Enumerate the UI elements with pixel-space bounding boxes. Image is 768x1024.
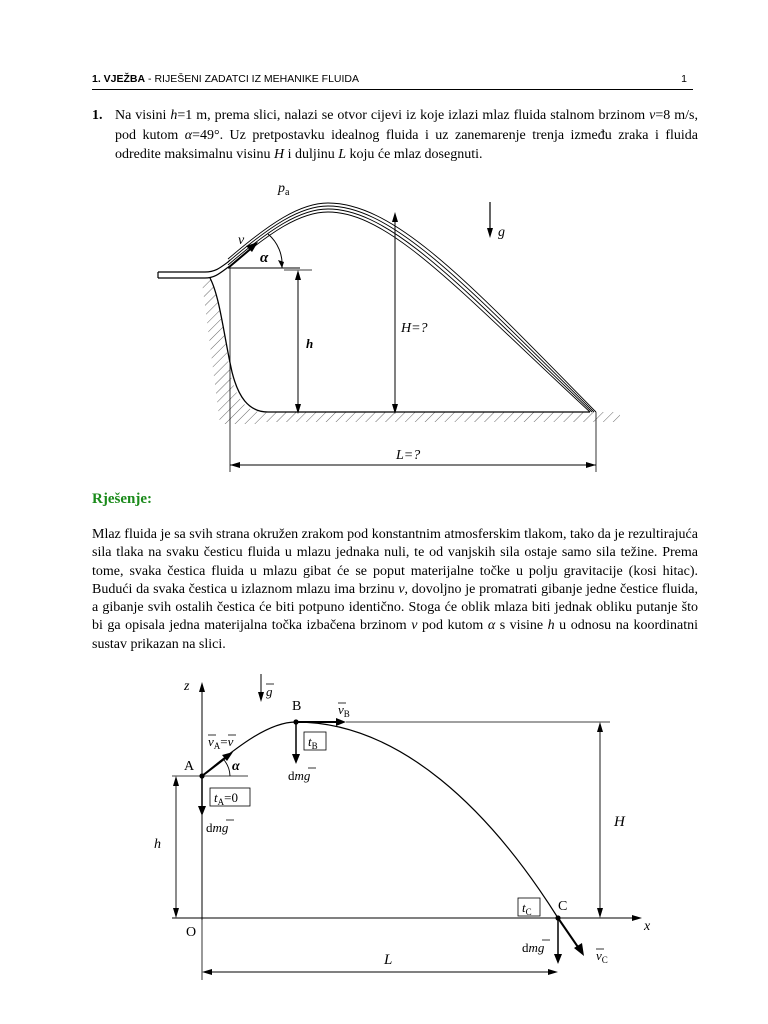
label-dmg-g: g (537, 940, 545, 955)
label-tA-t: t (214, 790, 218, 805)
label-alpha: α (232, 759, 240, 774)
label-A: A (184, 759, 195, 774)
label-tB-t: t (308, 734, 312, 749)
label-dmg-m: m (212, 820, 222, 835)
label-vA-v: v (208, 734, 214, 749)
solution-text-part: , dovoljno je promatrati gibanje jedne čestice fluida, a gibanje svih ostalih čestica će biti potpuno identično. Stoga će oblik mlaza biti jednak obliku putanje što bi ga opisala jedna materijalna točka izbačena brzinom (92, 581, 698, 634)
label-dmg-B (288, 768, 311, 783)
trajectory (202, 722, 558, 918)
problem-statement (92, 106, 698, 165)
label-B: B (292, 699, 302, 714)
var-L: L (338, 147, 347, 162)
var-v: v (411, 618, 418, 634)
header-subject: - RIJEŠENI ZADATCI IZ MEHANIKE FLUIDA (145, 73, 360, 85)
header-prefix: 1. VJEŽBA (92, 73, 146, 85)
label-vB-v: v (338, 702, 344, 717)
var-alpha: α (184, 127, 193, 143)
label-vA (208, 734, 234, 751)
label-alpha: α (260, 250, 269, 266)
problem-text-part: i duljinu (284, 147, 339, 162)
problem-number: 1. (92, 108, 103, 123)
jet (228, 212, 590, 412)
label-dmg-g: g (303, 768, 311, 783)
label-g: g (498, 225, 505, 240)
label-h: h (306, 336, 314, 351)
label-H: H=? (401, 321, 428, 336)
label-dmg-d: d (522, 940, 529, 955)
velocity-C-arrow (558, 918, 580, 950)
label-tA-sub: A (217, 797, 225, 807)
solution-text-part: Mlaz fluida je sa svih strana okružen zrakom pod konstantnim atmosferskim tlakom, tako da je rezultirajuća sila tlaka na svaku česticu fluida u mlazu jednaka nuli, te od vanjskih sila ostaje samo sila težine. Prema tome, svaka čestica fluida u mlazu gibat će se poput materijalne točke u polju gravitacije (kosi hitac). Budući da svaka čestica u izlaznom mlazu ima brzinu (92, 527, 698, 597)
label-pa (277, 181, 290, 198)
var-h: h (170, 108, 178, 123)
label-vB (338, 702, 350, 719)
label-pa-p: p (278, 181, 285, 196)
solution-text-part: pod kutom (417, 618, 488, 634)
figure-jet-trajectory (150, 172, 630, 472)
problem-text-part: =1 m, prema slici, nalazi se otvor cijevi iz koje izlazi mlaz fluida stalnom brzinom (177, 108, 650, 123)
label-z: z (184, 679, 190, 694)
label-tA-val: =0 (224, 790, 238, 805)
label-vA-sub: A (213, 741, 221, 751)
label-dmg-g: g (221, 820, 229, 835)
var-H: H (274, 147, 285, 162)
label-dmg-d: d (288, 768, 295, 783)
label-vA-rhs: v (227, 734, 234, 749)
label-vC (596, 948, 608, 965)
velocity-A-arrow (202, 756, 228, 776)
floor-hatching (262, 412, 620, 422)
label-x: x (644, 919, 651, 934)
label-tA (214, 790, 238, 807)
page-number: 1 (681, 73, 687, 85)
problem-text-part: koju će mlaz dosegnuti. (346, 147, 483, 162)
header-title (92, 73, 359, 85)
problem-text-part: =49°. Uz pretpostavku idealnog fluida i uz zanemarenje trenja između zraka i fluida odredite maksimalnu visinu (115, 127, 698, 162)
label-h: h (154, 837, 161, 852)
var-h: h (547, 618, 555, 634)
pipe (158, 260, 230, 272)
page-header (92, 72, 693, 88)
label-dmg-m: m (294, 768, 304, 783)
label-dmg-d: d (206, 820, 213, 835)
label-dmg-m: m (528, 940, 538, 955)
label-tC-t: t (522, 900, 526, 915)
label-dmg-A (206, 820, 229, 835)
label-O: O (186, 925, 197, 940)
ground-hatching (202, 278, 262, 424)
solution-title: Rješenje: (92, 491, 152, 507)
figure-coordinate-system (140, 670, 680, 990)
label-vA-eq: = (220, 734, 228, 749)
problem-text-part: Na visini (115, 108, 171, 123)
label-tC-sub: C (525, 907, 532, 917)
problem-text-part: =8 m/s, pod kutom (115, 108, 698, 143)
label-pa-sub: a (285, 187, 290, 198)
solution-text-part: s visine (495, 618, 548, 634)
label-g: g (266, 684, 273, 699)
solution-text (92, 526, 698, 654)
label-v: v (238, 233, 245, 248)
problem-text (115, 106, 698, 165)
label-vC-sub: C (601, 955, 608, 965)
var-alpha: α (487, 618, 496, 634)
label-L: L (384, 952, 393, 968)
solution-text-part: u odnosu na koordinatni sustav prikazan na slici. (92, 618, 698, 652)
var-v: v (649, 108, 656, 123)
label-dmg-C (522, 940, 545, 955)
label-C: C (558, 899, 568, 914)
label-vC-v: v (596, 948, 602, 963)
ground-profile (210, 278, 590, 412)
label-L: L=? (396, 448, 421, 463)
var-v: v (398, 581, 405, 597)
header-rule (92, 89, 693, 90)
label-H: H (614, 814, 625, 830)
label-tB-sub: B (311, 741, 318, 751)
label-vB-sub: B (343, 709, 350, 719)
